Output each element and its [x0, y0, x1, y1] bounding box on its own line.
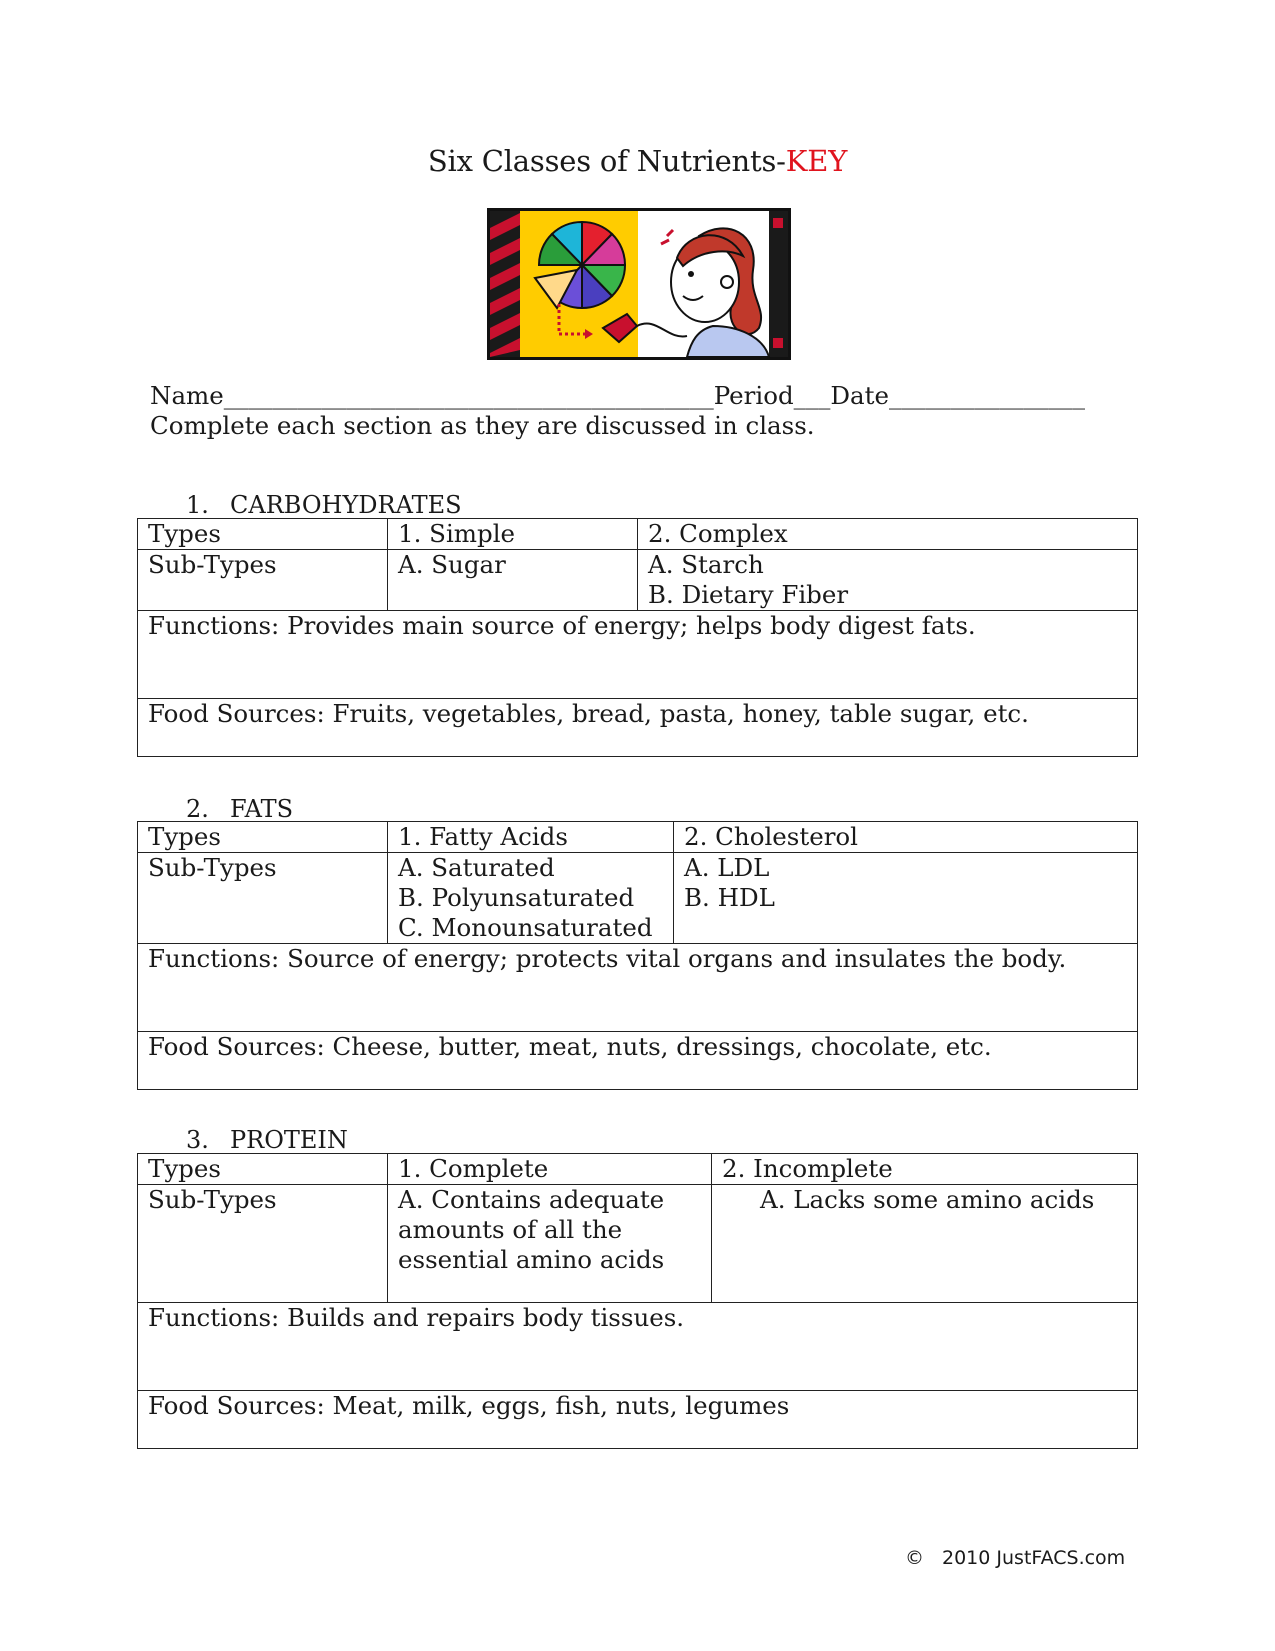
page-title: [0, 144, 1275, 178]
subtypes-label: Sub-Types: [138, 550, 388, 611]
subtype-item: amounts of all the: [398, 1215, 623, 1244]
food-sources-text: Food Sources: Meat, milk, eggs, fish, nuts, legumes: [138, 1391, 1138, 1449]
type-2: 2. Complex: [638, 519, 1138, 550]
functions-text: Functions: Builds and repairs body tissues.: [138, 1303, 1138, 1391]
types-label: Types: [138, 519, 388, 550]
food-sources-row: [138, 699, 1138, 757]
types-label: Types: [138, 1154, 388, 1185]
protein-table: [137, 1153, 1138, 1449]
food-sources-text: Food Sources: Cheese, butter, meat, nuts, dressings, chocolate, etc.: [138, 1032, 1138, 1090]
fats-table: [137, 821, 1138, 1090]
types-row: [138, 519, 1138, 550]
subtype-1-cell: [388, 853, 674, 944]
functions-row: [138, 1303, 1138, 1391]
subtype-item: C. Monounsaturated: [398, 913, 653, 942]
type-2: 2. Incomplete: [712, 1154, 1138, 1185]
title-text: Six Classes of Nutrients-: [427, 144, 786, 178]
subtype-2-cell: [638, 550, 1138, 611]
subtypes-row: [138, 1185, 1138, 1303]
subtypes-label: Sub-Types: [138, 853, 388, 944]
subtype-1-cell: [388, 550, 638, 611]
section-title: PROTEIN: [230, 1126, 348, 1154]
section-heading-carbohydrates: [186, 491, 462, 519]
subtype-2-cell: [674, 853, 1138, 944]
subtype-item: B. Polyunsaturated: [398, 883, 635, 912]
subtypes-row: [138, 853, 1138, 944]
functions-row: [138, 611, 1138, 699]
subtype-item: A. Starch: [648, 550, 764, 579]
type-1: 1. Complete: [388, 1154, 712, 1185]
subtypes-row: [138, 550, 1138, 611]
subtype-1-cell: [388, 1185, 712, 1303]
subtype-item: A. Saturated: [398, 853, 555, 882]
name-period-date-line: Name________________________________________Period___Date________________: [150, 381, 1085, 410]
section-heading-protein: [186, 1126, 348, 1154]
food-sources-row: [138, 1032, 1138, 1090]
subtype-item: B. HDL: [684, 883, 775, 912]
subtype-item: essential amino acids: [398, 1245, 665, 1274]
copyright-footer: [905, 1547, 1125, 1569]
copyright-symbol: ©: [905, 1547, 924, 1569]
subtype-item: B. Dietary Fiber: [648, 580, 849, 609]
section-title: CARBOHYDRATES: [230, 491, 462, 519]
functions-text: Functions: Provides main source of energy; helps body digest fats.: [138, 611, 1138, 699]
functions-text: Functions: Source of energy; protects vital organs and insulates the body.: [138, 944, 1138, 1032]
types-row: [138, 1154, 1138, 1185]
subtype-item: A. Sugar: [398, 550, 506, 579]
section-heading-fats: [186, 795, 293, 823]
section-number: 3.: [186, 1126, 209, 1154]
student-info: [150, 381, 1085, 441]
types-row: [138, 822, 1138, 853]
instruction-text: Complete each section as they are discussed in class.: [150, 411, 815, 440]
subtype-item: A. Lacks some amino acids: [760, 1185, 1095, 1214]
copyright-text: 2010 JustFACS.com: [942, 1547, 1126, 1569]
functions-row: [138, 944, 1138, 1032]
carbohydrates-table: [137, 518, 1138, 757]
food-sources-row: [138, 1391, 1138, 1449]
subtype-item: A. Contains adequate: [398, 1185, 665, 1214]
section-number: 1.: [186, 491, 209, 519]
type-1: 1. Simple: [388, 519, 638, 550]
types-label: Types: [138, 822, 388, 853]
section-number: 2.: [186, 795, 209, 823]
subtype-item: A. LDL: [684, 853, 770, 882]
subtype-2-cell: [712, 1185, 1138, 1303]
type-1: 1. Fatty Acids: [388, 822, 674, 853]
section-title: FATS: [230, 795, 294, 823]
title-key: KEY: [785, 144, 848, 178]
type-2: 2. Cholesterol: [674, 822, 1138, 853]
subtypes-label: Sub-Types: [138, 1185, 388, 1303]
nutrition-presentation-clipart: [487, 208, 791, 360]
food-sources-text: Food Sources: Fruits, vegetables, bread, pasta, honey, table sugar, etc.: [138, 699, 1138, 757]
